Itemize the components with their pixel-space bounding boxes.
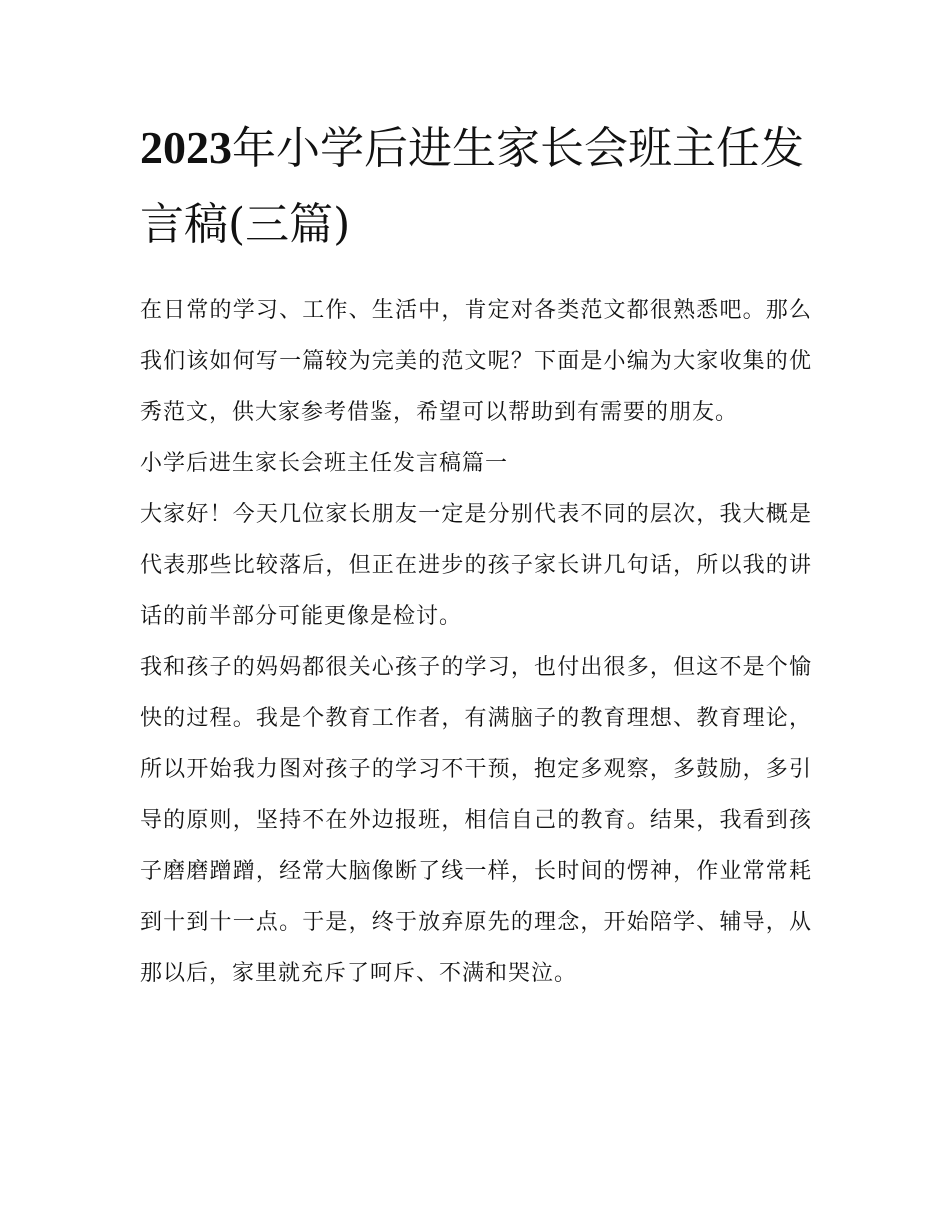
title-text: 年小学后进生家长会班主任发言稿(三篇) <box>140 123 804 250</box>
title-year: 2023 <box>140 122 232 173</box>
body-paragraph: 大家好！今天几位家长朋友一定是分别代表不同的层次，我大概是代表那些比较落后，但正在进步的孩子家长讲几句话，所以我的讲话的前半部分可能更像是检讨。 <box>140 502 812 629</box>
body-paragraph: 我和孩子的妈妈都很关心孩子的学习，也付出很多，但这不是个愉快的过程。我是个教育工作者，有满脑子的教育理想、教育理论，所以开始我力图对孩子的学习不干预，抱定多观察，多鼓励，多引导的原则，坚持不在外边报班，相信自己的教育。结果，我看到孩子磨磨蹭蹭，经常大脑像断了线一样，长时间的愣神，作业常常耗到十到十一点。于是，终于放弃原先的理念，开始陪学、辅导，从那以后，家里就充斥了呵斥、不满和哭泣。 <box>140 655 812 986</box>
section-heading: 小学后进生家长会班主任发言稿篇一 <box>140 451 509 476</box>
document-title <box>140 110 812 263</box>
document-content <box>140 110 812 999</box>
intro-paragraph: 在日常的学习、工作、生活中，肯定对各类范文都很熟悉吧。那么我们该如何写一篇较为完美的范文呢？下面是小编为大家收集的优秀范文，供大家参考借鉴，希望可以帮助到有需要的朋友。 <box>140 298 812 425</box>
document-body <box>140 285 812 999</box>
